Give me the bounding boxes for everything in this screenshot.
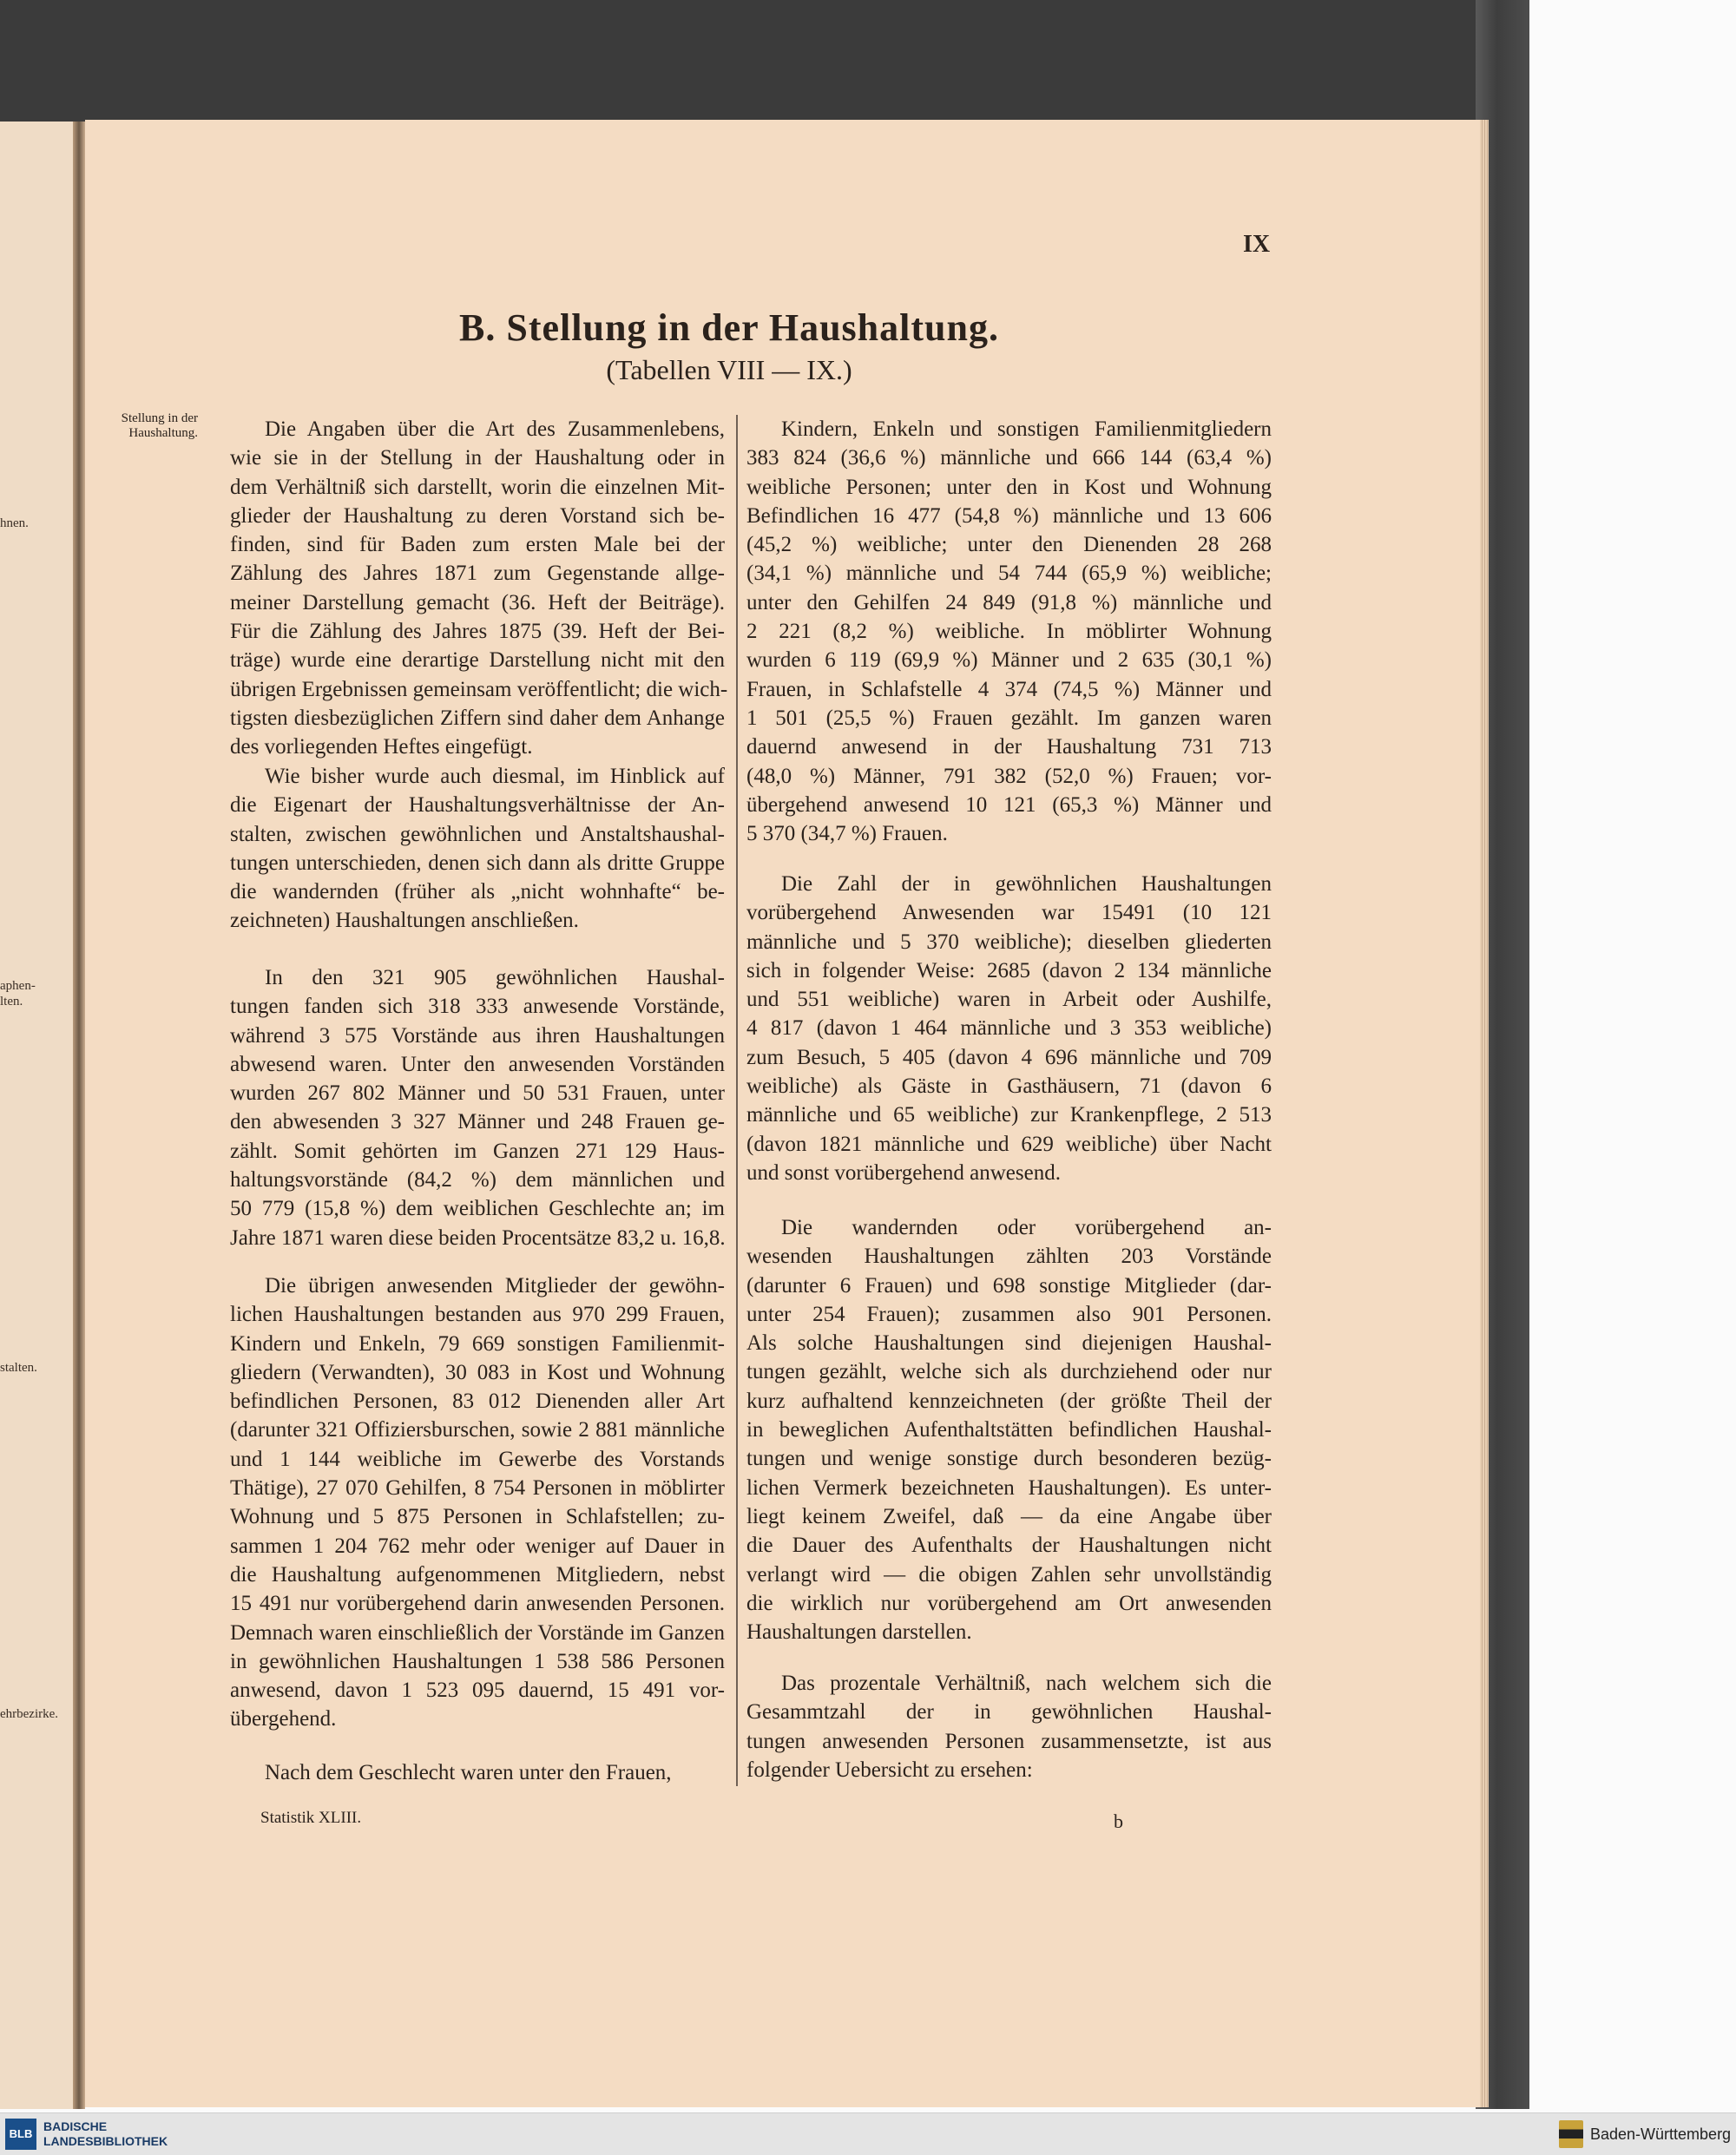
text-line: In den 321 905 gewöhnlichen Haushal- xyxy=(265,966,725,989)
text-line: und sonst vorübergehend anwesend. xyxy=(746,1160,1061,1185)
text-line: dem Verhältniß sich darstellt, worin die einzelnen Mit- xyxy=(230,475,725,499)
text-line: stalten, zwischen gewöhnlichen und Anstaltshaushal- xyxy=(230,822,725,846)
text-line: befindlichen Personen, 83 012 Dienenden aller Art xyxy=(230,1390,725,1414)
text-line: Befindlichen 16 477 (54,8 %) männliche und 13 606 xyxy=(746,503,1272,528)
text-line: in gewöhnlichen Haushaltungen 1 538 586 Personen xyxy=(230,1649,725,1673)
text-line: tigsten diesbezüglichen Ziffern sind daher dem Anhange xyxy=(230,706,725,730)
viewer-footer xyxy=(0,2112,1736,2155)
text-line: Die wandernden oder vorübergehend an- xyxy=(781,1216,1272,1239)
text-line: finden, sind für Baden zum ersten Male bei der xyxy=(230,533,725,557)
blb-logo-icon[interactable]: BLB xyxy=(5,2119,36,2150)
text-line: tungen fanden sich 318 333 anwesende Vorstände, xyxy=(230,995,725,1019)
text-line: Jahre 1871 waren diese beiden Procentsätze 83,2 u. 16,8. xyxy=(230,1225,726,1250)
library-name-line-1: BADISCHE xyxy=(43,2119,108,2133)
book-cover-top xyxy=(0,0,1528,130)
text-line: 15 491 nur vorübergehend darin anwesenden Personen. xyxy=(230,1592,725,1616)
margin-note: Stellung in der Haushaltung. xyxy=(121,411,198,440)
text-line: dauernd anwesend in der Haushaltung 731 713 xyxy=(746,735,1272,759)
text-line: sich in folgender Weise: 2685 (davon 2 134 männliche xyxy=(746,958,1272,982)
text-line: liegt keinem Zweifel, daß — da eine Angabe über xyxy=(746,1504,1272,1528)
text-line: Thätige), 27 070 Gehilfen, 8 754 Personen in möblirter xyxy=(230,1476,725,1501)
paragraph xyxy=(746,1669,1272,1784)
text-line: anwesend, davon 1 523 095 dauernd, 15 491 vor- xyxy=(230,1679,725,1703)
text-line: meiner Darstellung gemacht (36. Heft der Beiträge). xyxy=(230,590,725,614)
text-line: und 551 weibliche) waren in Arbeit oder Aushilfe, xyxy=(746,988,1272,1012)
text-line: in beweglichen Aufenthaltstätten befindlichen Haushal- xyxy=(746,1418,1272,1442)
text-line: 2 221 (8,2 %) weibliche. In möblirter Wohnung xyxy=(746,620,1272,644)
text-line: (darunter 321 Offiziersburschen, sowie 2 881 männliche xyxy=(230,1418,725,1442)
text-line: Für die Zählung des Jahres 1875 (39. Heft der Bei- xyxy=(230,620,725,644)
text-line: und 1 144 weibliche im Gewerbe des Vorstands xyxy=(230,1447,725,1471)
text-line: den abwesenden 3 327 Männer und 248 Frauen ge- xyxy=(230,1110,725,1134)
text-line: männliche und 65 weibliche) zur Krankenpflege, 2 513 xyxy=(746,1103,1272,1127)
paragraph xyxy=(230,1758,725,1787)
text-line: Demnach waren einschließlich der Vorstände im Ganzen xyxy=(230,1620,725,1645)
text-line: haltungsvorstände (84,2 %) dem männlichen und xyxy=(230,1168,725,1192)
text-line: Haushaltungen darstellen. xyxy=(746,1620,972,1645)
paragraph xyxy=(746,1213,1272,1646)
column-divider xyxy=(736,415,738,1786)
text-line: des vorliegenden Heftes eingefügt. xyxy=(230,735,533,759)
text-line: Wohnung und 5 875 Personen in Schlafstellen; zu- xyxy=(230,1505,725,1529)
text-line: die wandernden (früher als „nicht wohnhafte“ be- xyxy=(230,880,725,904)
text-line: 50 779 (15,8 %) dem weiblichen Geschlechte an; im xyxy=(230,1197,725,1221)
text-line: (davon 1821 männliche und 629 weibliche) über Nacht xyxy=(746,1132,1272,1156)
text-line: Die Zahl der in gewöhnlichen Haushaltungen xyxy=(781,872,1272,896)
text-line: unter den Gehilfen 24 849 (91,8 %) männliche und xyxy=(746,590,1272,614)
text-line: 4 817 (davon 1 464 männliche und 3 353 weibliche) xyxy=(746,1016,1272,1041)
text-line: folgender Uebersicht zu ersehen: xyxy=(746,1758,1033,1782)
text-line: vorübergehend Anwesenden war 15491 (10 121 xyxy=(746,901,1272,925)
page-number: IX xyxy=(1243,231,1271,258)
library-name[interactable] xyxy=(43,2119,168,2149)
paragraph xyxy=(746,870,1272,1187)
text-line: 5 370 (34,7 %) Frauen. xyxy=(746,822,948,846)
text-line: zeichneten) Haushaltungen anschließen. xyxy=(230,909,579,933)
text-line: Nach dem Geschlecht waren unter den Frauen, xyxy=(265,1761,672,1784)
page-edge xyxy=(1480,120,1489,2107)
text-line: übrigen Ergebnissen gemeinsam veröffentlicht; die wich- xyxy=(230,677,728,701)
text-line: Frauen, in Schlafstelle 4 374 (74,5 %) Männer und xyxy=(746,677,1272,701)
previous-page-note: stalten. xyxy=(0,1361,37,1375)
text-line: Gesammtzahl der in gewöhnlichen Haushal- xyxy=(746,1700,1272,1725)
baden-wuerttemberg-logo-icon[interactable] xyxy=(1559,2120,1583,2148)
text-line: übergehend anwesend 10 121 (65,3 %) Männer und xyxy=(746,792,1272,817)
text-line: tungen und wenige sonstige durch besonderen bezüg- xyxy=(746,1447,1272,1471)
text-line: die Dauer des Aufenthalts der Haushaltungen nicht xyxy=(746,1534,1272,1558)
text-line: zählt. Somit gehörten im Ganzen 271 129 Haus- xyxy=(230,1139,725,1163)
text-line: lichen Haushaltungen bestanden aus 970 299 Frauen, xyxy=(230,1303,725,1327)
text-line: die Eigenart der Haushaltungsverhältnisse der An- xyxy=(230,793,725,818)
text-line: Die übrigen anwesenden Mitglieder der gewöhn- xyxy=(265,1274,725,1298)
previous-page-note: ehrbezirke. xyxy=(0,1707,59,1721)
text-line: unter 254 Frauen); zusammen also 901 Personen. xyxy=(746,1302,1272,1326)
text-line: 1 501 (25,5 %) Frauen gezählt. Im ganzen waren xyxy=(746,706,1272,730)
text-line: träge) wurde eine derartige Darstellung nicht mit den xyxy=(230,648,725,673)
text-line: wesenden Haushaltungen zählten 203 Vorstände xyxy=(746,1245,1272,1269)
section-title: B. Stellung in der Haushaltung. xyxy=(459,306,999,349)
text-line: (34,1 %) männliche und 54 744 (65,9 %) weibliche; xyxy=(746,562,1272,586)
sheet-mark: b xyxy=(1114,1810,1123,1832)
text-line: die Haushaltung aufgenommenen Mitgliedern, nebst xyxy=(230,1562,725,1587)
previous-page-note: aphen- xyxy=(0,979,36,993)
text-line: sammen 1 204 762 mehr oder weniger auf Dauer in xyxy=(230,1534,725,1558)
text-line: kurz aufhaltend kennzeichneten (der größte Theil der xyxy=(746,1389,1272,1413)
text-line: (darunter 6 Frauen) und 698 sonstige Mitglieder (dar- xyxy=(746,1273,1272,1298)
text-line: wurden 6 119 (69,9 %) Männer und 2 635 (30,1 %) xyxy=(746,648,1272,673)
text-line: tungen anwesenden Personen zusammensetzte, ist aus xyxy=(746,1729,1272,1753)
paragraph xyxy=(230,415,728,762)
text-line: abwesend waren. Unter den anwesenden Vorständen xyxy=(230,1052,725,1076)
signature-mark: Statistik XLIII. xyxy=(260,1809,362,1827)
text-line: lichen Vermerk bezeichneten Haushaltungen). Es unter- xyxy=(746,1475,1272,1500)
text-line: weibliche Personen; unter den in Kost und Wohnung xyxy=(746,475,1272,499)
text-line: Zählung des Jahres 1871 zum Gegenstande allge- xyxy=(230,562,725,586)
previous-page-note: hnen. xyxy=(0,516,29,530)
paragraph xyxy=(230,762,725,936)
text-line: glieder der Haushaltung zu deren Vorstand sich be- xyxy=(230,503,725,528)
paragraph xyxy=(230,1271,725,1734)
section-subtitle: (Tabellen VIII — IX.) xyxy=(606,354,852,385)
library-name-line-2: LANDESBIBLIOTHEK xyxy=(43,2134,168,2148)
paragraph xyxy=(230,963,725,1252)
text-line: zum Besuch, 5 405 (davon 4 696 männliche und 709 xyxy=(746,1045,1272,1069)
baden-wuerttemberg-label[interactable]: Baden-Württemberg xyxy=(1590,2125,1732,2143)
paragraph xyxy=(746,415,1272,848)
previous-page-edge xyxy=(0,122,80,2109)
text-line: wurden 267 802 Männer und 50 531 Frauen, unter xyxy=(230,1081,725,1106)
text-line: Die Angaben über die Art des Zusammenlebens, xyxy=(265,417,725,441)
text-line: verlangt wird — die obigen Zahlen sehr unvollständig xyxy=(746,1562,1272,1587)
text-line: Wie bisher wurde auch diesmal, im Hinblick auf xyxy=(265,765,725,788)
text-line: (48,0 %) Männer, 791 382 (52,0 %) Frauen; vor- xyxy=(746,764,1272,788)
text-line: die wirklich nur vorübergehend am Ort anwesenden xyxy=(746,1591,1272,1615)
text-line: Kindern, Enkeln und sonstigen Familienmitgliedern xyxy=(781,417,1272,441)
text-line: übergehend. xyxy=(230,1707,337,1731)
text-line: während 3 575 Vorstände aus ihren Haushaltungen xyxy=(230,1023,725,1048)
text-line: tungen gezählt, welche sich als durchziehend oder nur xyxy=(746,1360,1272,1384)
text-line: gliedern (Verwandten), 30 083 in Kost und Wohnung xyxy=(230,1360,725,1384)
text-line: männliche und 5 370 weibliche); dieselben gliederten xyxy=(746,930,1272,954)
text-line: Das prozentale Verhältniß, nach welchem sich die xyxy=(781,1672,1272,1695)
text-line: tungen unterschieden, denen sich dann als dritte Gruppe xyxy=(230,851,725,875)
text-line: Als solche Haushaltungen sind diejenigen Haushal- xyxy=(746,1331,1272,1356)
text-line: wie sie in der Stellung in der Haushaltung oder in xyxy=(230,446,725,470)
previous-page-note: lten. xyxy=(0,995,23,1009)
text-line: weibliche) als Gäste in Gasthäusern, 71 (davon 6 xyxy=(746,1074,1272,1099)
text-line: 383 824 (36,6 %) männliche und 666 144 (63,4 %) xyxy=(746,446,1272,470)
text-line: (45,2 %) weibliche; unter den Dienenden 28 268 xyxy=(746,533,1272,557)
text-line: Kindern und Enkeln, 79 669 sonstigen Familienmit- xyxy=(230,1331,725,1356)
